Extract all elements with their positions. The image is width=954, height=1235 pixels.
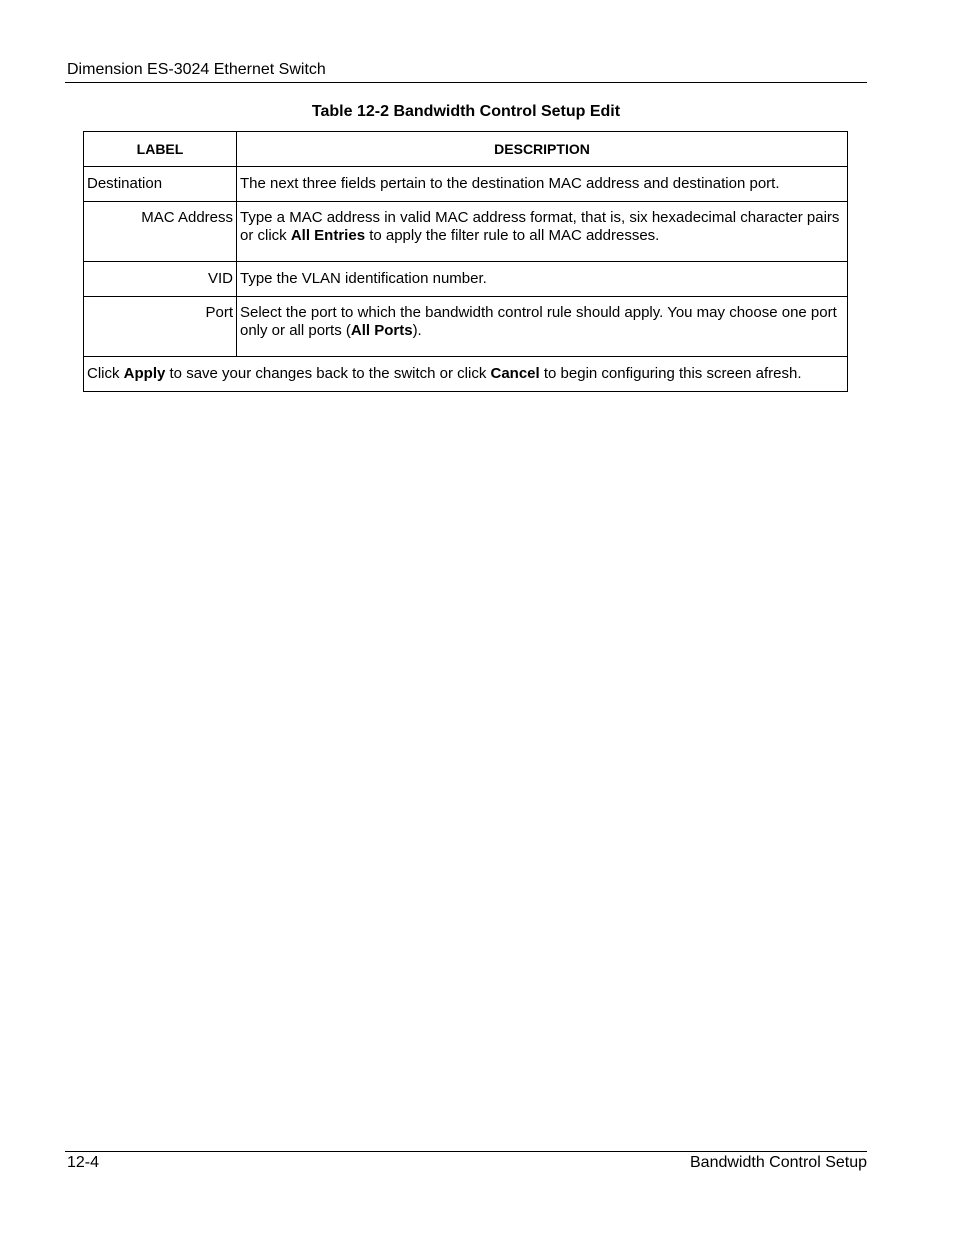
table-row — [84, 202, 848, 262]
header-divider — [65, 82, 867, 83]
page-number: 12-4 — [67, 1154, 100, 1171]
note-text: Click — [87, 365, 124, 382]
column-header-description: DESCRIPTION — [237, 132, 848, 167]
running-header-title: Dimension ES-3024 Ethernet Switch — [67, 61, 326, 78]
description-text: Type a MAC address in valid MAC address format, that is, six hexadecimal character pairs or click — [240, 209, 840, 244]
description-emphasis: All Entries — [290, 227, 366, 244]
bandwidth-control-table — [83, 131, 848, 392]
table-header-row — [84, 132, 848, 167]
row-label: Port — [84, 297, 237, 357]
footer-divider — [65, 1151, 867, 1152]
row-label: Destination — [84, 167, 237, 202]
row-label: VID — [84, 262, 237, 297]
note-text: to begin configuring this screen afresh. — [539, 365, 802, 382]
row-description — [237, 202, 848, 262]
row-description: Type the VLAN identification number. — [237, 262, 848, 297]
row-label: MAC Address — [84, 202, 237, 262]
table-row — [84, 297, 848, 357]
row-description: The next three fields pertain to the destination MAC address and destination port. — [237, 167, 848, 202]
table-caption: Table 12-2 Bandwidth Control Setup Edit — [311, 103, 621, 120]
description-text: to apply the filter rule to all MAC addresses. — [365, 227, 660, 244]
row-description — [237, 297, 848, 357]
description-text: Select the port to which the bandwidth control rule should apply. You may choose one port only or all ports ( — [240, 304, 837, 339]
table-row — [84, 167, 848, 202]
description-text: ). — [412, 322, 422, 339]
description-emphasis: All Ports — [350, 322, 413, 339]
footer-section-name: Bandwidth Control Setup — [690, 1154, 867, 1171]
note-text: to save your changes back to the switch or click — [165, 365, 491, 382]
table-note-row — [84, 357, 848, 392]
table-note — [84, 357, 848, 392]
table-row — [84, 262, 848, 297]
note-emphasis-cancel: Cancel — [490, 365, 540, 382]
column-header-label: LABEL — [84, 132, 237, 167]
note-emphasis-apply: Apply — [123, 365, 166, 382]
